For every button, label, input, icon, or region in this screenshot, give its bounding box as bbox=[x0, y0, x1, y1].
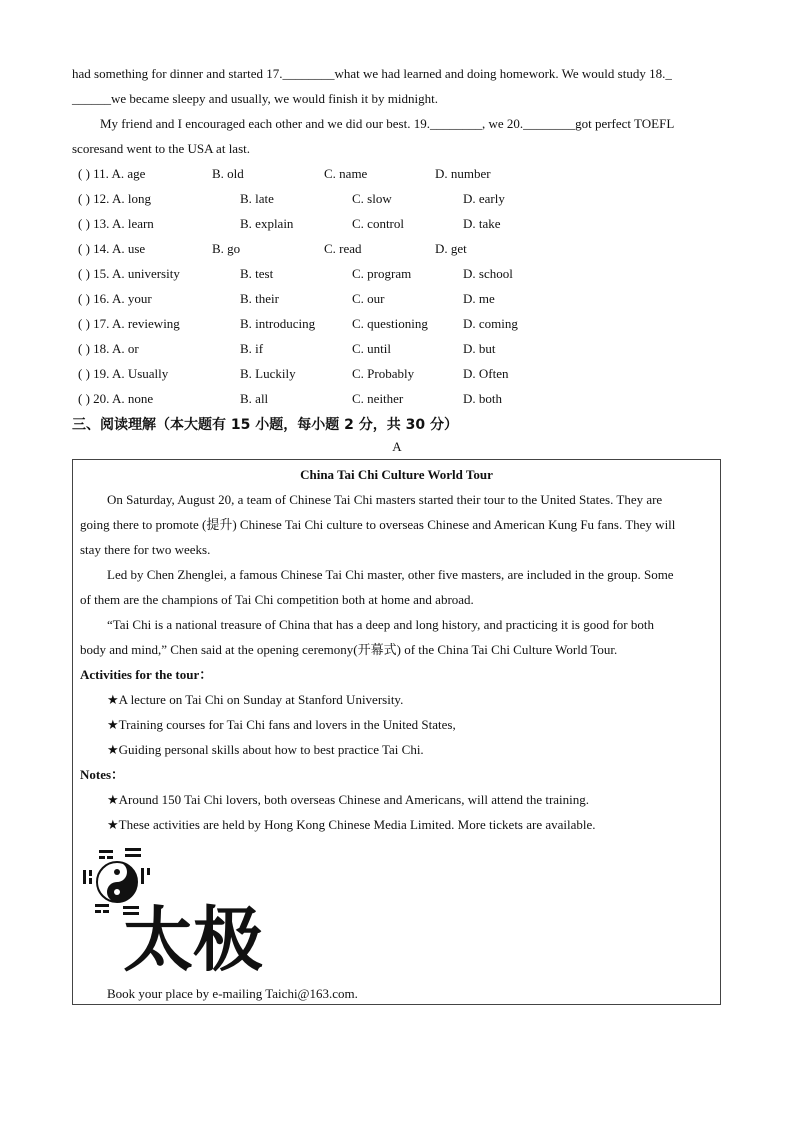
option-d: D. number bbox=[435, 166, 491, 181]
paragraph-line: of them are the champions of Tai Chi competition both at home and abroad. bbox=[80, 592, 474, 607]
section-heading: 三、阅读理解（本大题有 15 小题，每小题 2 分，共 30 分） bbox=[72, 417, 458, 433]
note-item: ★Around 150 Tai Chi lovers, both overseas Chinese and Americans, will attend the training. bbox=[107, 792, 590, 807]
option-d: D. me bbox=[463, 291, 495, 306]
option-b: B. late bbox=[240, 191, 274, 206]
option-b: B. test bbox=[240, 266, 274, 281]
option-c: C. questioning bbox=[352, 316, 428, 331]
yin-yang-icon bbox=[97, 862, 137, 902]
option-b: B. all bbox=[240, 391, 269, 406]
option-c: C. Probably bbox=[352, 366, 415, 381]
paragraph-line: Led by Chen Zhenglei, a famous Chinese Tai Chi master, other five masters, are included in the group. Some bbox=[107, 567, 674, 582]
option-d: D. but bbox=[463, 341, 496, 356]
option-d: D. take bbox=[463, 216, 501, 231]
option-d: D. get bbox=[435, 241, 467, 256]
cloze-line: scoresand went to the USA at last. bbox=[72, 141, 250, 156]
option-c: C. control bbox=[352, 216, 404, 231]
option-b: B. if bbox=[240, 341, 264, 356]
paragraph-line: On Saturday, August 20, a team of Chinese Tai Chi masters started their tour to the United States. They are bbox=[107, 492, 663, 507]
option-b: B. their bbox=[240, 291, 279, 306]
paragraph-line: stay there for two weeks. bbox=[80, 542, 211, 557]
activity-item: ★Training courses for Tai Chi fans and lovers in the United States, bbox=[107, 717, 456, 732]
activity-item: ★Guiding personal skills about how to best practice Tai Chi. bbox=[107, 742, 424, 757]
note-item: ★These activities are held by Hong Kong Chinese Media Limited. More tickets are available. bbox=[107, 817, 596, 832]
option-c: C. read bbox=[324, 241, 362, 256]
option-c: C. name bbox=[324, 166, 368, 181]
option-a: ( ) 13. A. learn bbox=[78, 216, 154, 231]
notes-heading: Notes： bbox=[80, 767, 125, 782]
option-c: C. neither bbox=[352, 391, 404, 406]
passage-letter: A bbox=[392, 439, 402, 454]
option-b: B. introducing bbox=[240, 316, 316, 331]
activities-heading: Activities for the tour： bbox=[80, 667, 213, 682]
option-c: C. our bbox=[352, 291, 385, 306]
paragraph-line: going there to promote (提升) Chinese Tai Chi culture to overseas Chinese and American Kung Fu fans. They will bbox=[80, 517, 676, 532]
option-d: D. early bbox=[463, 191, 505, 206]
option-a: ( ) 16. A. your bbox=[78, 291, 152, 306]
option-a: ( ) 12. A. long bbox=[78, 191, 151, 206]
option-c: C. until bbox=[352, 341, 392, 356]
passage-title: China Tai Chi Culture World Tour bbox=[300, 467, 493, 482]
option-a: ( ) 14. A. use bbox=[78, 241, 146, 256]
option-d: D. both bbox=[463, 391, 502, 406]
paragraph-line: “Tai Chi is a national treasure of China that has a deep and long history, and practicing it is good for both bbox=[107, 617, 654, 632]
option-b: B. go bbox=[212, 241, 241, 256]
cloze-line: ______we became sleepy and usually, we would finish it by midnight. bbox=[72, 91, 438, 106]
tai-chi-logo bbox=[79, 844, 263, 981]
option-a: ( ) 17. A. reviewing bbox=[78, 316, 180, 331]
booking-line: Book your place by e-mailing Taichi@163.com. bbox=[107, 986, 358, 1001]
option-c: C. program bbox=[352, 266, 412, 281]
option-b: B. Luckily bbox=[240, 366, 296, 381]
option-c: C. slow bbox=[352, 191, 392, 206]
option-a: ( ) 18. A. or bbox=[78, 341, 139, 356]
option-a: ( ) 19. A. Usually bbox=[78, 366, 169, 381]
option-d: D. coming bbox=[463, 316, 518, 331]
option-d: D. Often bbox=[463, 366, 509, 381]
option-b: B. old bbox=[212, 166, 244, 181]
option-d: D. school bbox=[463, 266, 513, 281]
option-a: ( ) 20. A. none bbox=[78, 391, 154, 406]
passage-box bbox=[72, 459, 721, 1005]
paragraph-line: body and mind,” Chen said at the opening ceremony(开幕式) of the China Tai Chi Culture World Tour. bbox=[80, 642, 618, 657]
option-b: B. explain bbox=[240, 216, 294, 231]
cloze-line: had something for dinner and started 17.________what we had learned and doing homework. We would study 18._ bbox=[72, 66, 672, 81]
activity-item: ★A lecture on Tai Chi on Sunday at Stanford University. bbox=[107, 692, 404, 707]
calligraphy-logo: 太极 bbox=[123, 898, 263, 981]
option-a: ( ) 15. A. university bbox=[78, 266, 180, 281]
cloze-line: My friend and I encouraged each other and we did our best. 19.________, we 20.________got perfect TOEFL bbox=[100, 116, 675, 131]
option-a: ( ) 11. A. age bbox=[78, 166, 146, 181]
